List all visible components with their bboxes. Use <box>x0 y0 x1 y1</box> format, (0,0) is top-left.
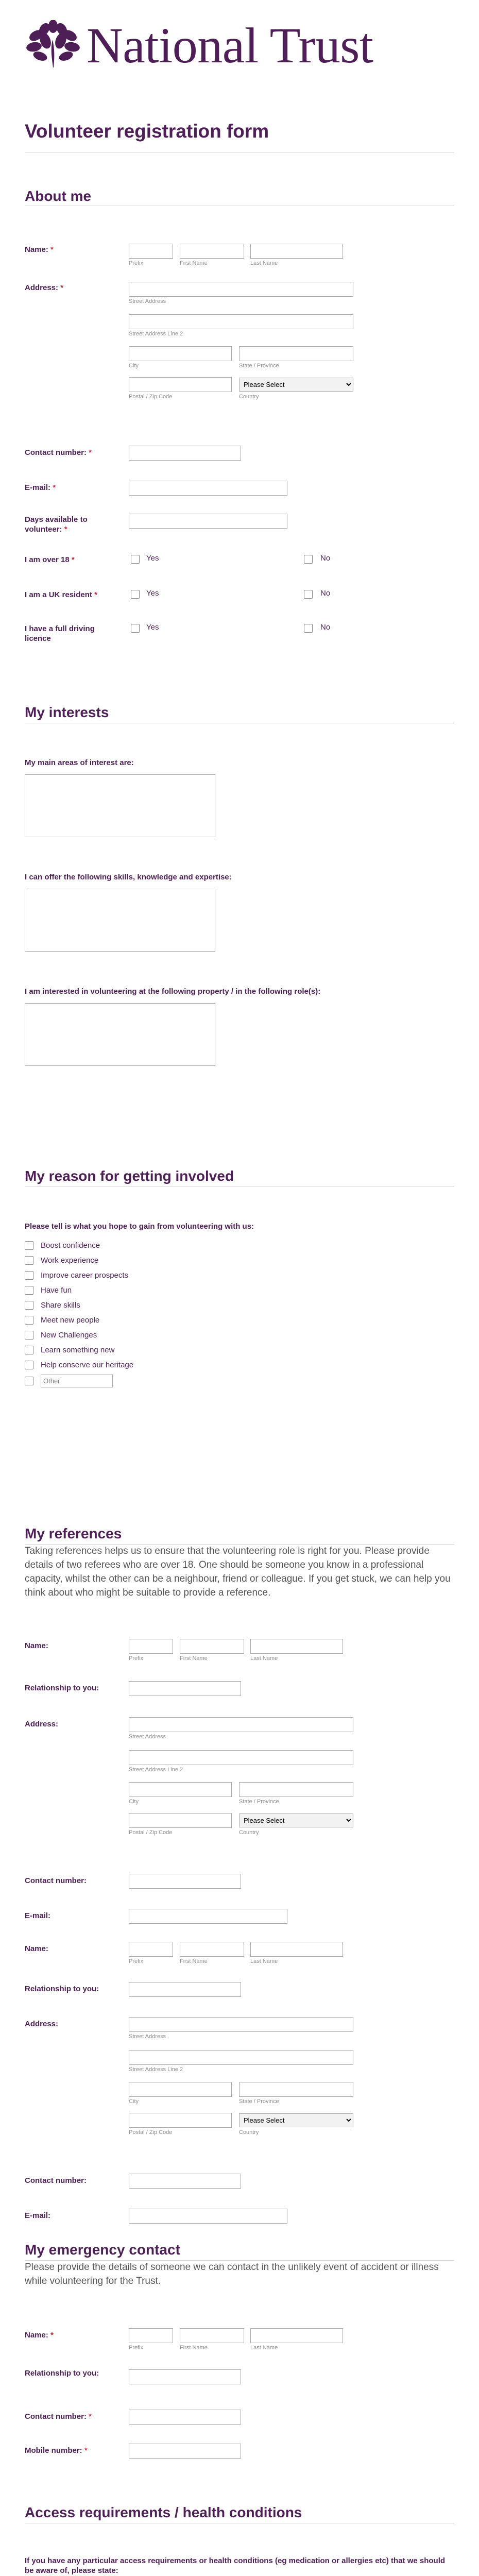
ref2-email-label: E-mail: <box>25 2211 51 2220</box>
reason-option-other[interactable] <box>25 1372 133 1389</box>
emergency-relationship-input[interactable] <box>129 2369 241 2384</box>
city-input[interactable] <box>129 346 232 361</box>
street2-sublabel: Street Address Line 2 <box>129 2066 183 2073</box>
property-textarea[interactable] <box>25 1003 215 1066</box>
checkbox[interactable] <box>25 1331 33 1340</box>
uk-resident-yes-checkbox[interactable] <box>131 590 140 599</box>
postal-sublabel: Postal / Zip Code <box>129 2129 173 2136</box>
prefix-sublabel: Prefix <box>129 1655 144 1662</box>
emergency-relationship-label: Relationship to you: <box>25 2369 99 2378</box>
section-reasons <box>25 1168 454 1526</box>
ref2-last-name-input[interactable] <box>250 1942 343 1957</box>
ref2-relationship-input[interactable] <box>129 1982 241 1997</box>
emergency-prefix-input[interactable] <box>129 2328 173 2343</box>
street2-sublabel: Street Address Line 2 <box>129 1767 183 1773</box>
ref1-relationship-label: Relationship to you: <box>25 1684 99 1692</box>
last-name-sublabel: Last Name <box>250 260 278 266</box>
ref1-last-name-input[interactable] <box>250 1639 343 1654</box>
uk-resident-no-label: No <box>320 589 331 598</box>
state-sublabel: State / Province <box>239 363 279 369</box>
street-sublabel: Street Address <box>129 1734 166 1740</box>
email-input[interactable] <box>129 481 287 496</box>
last-name-sublabel: Last Name <box>250 2345 278 2351</box>
ref1-street2-input[interactable] <box>129 1750 353 1765</box>
uk-resident-yes-label: Yes <box>146 589 159 598</box>
checkbox[interactable] <box>25 1256 33 1265</box>
prefix-sublabel: Prefix <box>129 260 144 266</box>
first-name-input[interactable] <box>180 244 244 259</box>
ref2-relationship-label: Relationship to you: <box>25 1985 99 1993</box>
emergency-name-label: Name: * <box>25 2331 54 2340</box>
section-description: Please provide the details of someone we can contact in the unlikely event of accident or illness while volunteering for the Trust. <box>25 2262 439 2286</box>
street-sublabel: Street Address <box>129 2033 166 2040</box>
ref1-email-input[interactable] <box>129 1909 287 1924</box>
country-sublabel: Country <box>239 1829 259 1836</box>
state-sublabel: State / Province <box>239 1799 279 1805</box>
last-name-input[interactable] <box>250 244 343 259</box>
ref1-relationship-input[interactable] <box>129 1681 241 1696</box>
section-heading: My references <box>25 1526 122 1541</box>
licence-no-checkbox[interactable] <box>304 624 313 633</box>
contact-number-input[interactable] <box>129 446 241 461</box>
days-available-input[interactable] <box>129 514 287 529</box>
brand-name: National Trust <box>87 18 373 74</box>
ref2-state-input[interactable] <box>239 2082 353 2097</box>
ref1-postal-input[interactable] <box>129 1813 232 1828</box>
ref1-name-label: Name: <box>25 1641 48 1650</box>
ref1-country-select[interactable] <box>239 1814 353 1827</box>
days-available-label: Days available to volunteer: * <box>25 515 88 534</box>
property-question-label: I am interested in volunteering at the following property / in the following role(s): <box>25 987 321 996</box>
section-heading: About me <box>25 188 92 204</box>
last-name-sublabel: Last Name <box>250 1655 278 1662</box>
checkbox[interactable] <box>25 1271 33 1280</box>
last-name-sublabel: Last Name <box>250 1958 278 1964</box>
ref1-state-input[interactable] <box>239 1782 353 1797</box>
reason-option[interactable]: Meet new people <box>25 1313 133 1328</box>
ref2-first-name-input[interactable] <box>180 1942 244 1957</box>
emergency-last-name-input[interactable] <box>250 2328 343 2343</box>
section-interests <box>25 693 454 1168</box>
ref1-street-input[interactable] <box>129 1717 353 1732</box>
checkbox[interactable] <box>25 1241 33 1250</box>
emergency-first-name-input[interactable] <box>180 2328 244 2343</box>
reason-option[interactable]: Help conserve our heritage <box>25 1358 133 1372</box>
country-sublabel: Country <box>239 394 259 400</box>
postal-sublabel: Postal / Zip Code <box>129 1829 173 1836</box>
ref2-email-input[interactable] <box>129 2209 287 2224</box>
reason-option[interactable]: Work experience <box>25 1253 133 1268</box>
reason-option[interactable]: Have fun <box>25 1283 133 1298</box>
checkbox[interactable] <box>25 1286 33 1295</box>
ref1-contact-label: Contact number: <box>25 1876 87 1885</box>
postal-code-input[interactable] <box>129 377 232 392</box>
header <box>25 0 454 89</box>
checkbox[interactable] <box>25 1377 33 1385</box>
ref2-contact-input[interactable] <box>129 2174 241 2189</box>
interests-question-label: My main areas of interest are: <box>25 758 134 767</box>
ref2-country-select[interactable] <box>239 2113 353 2127</box>
street-address-2-sublabel: Street Address Line 2 <box>129 331 183 337</box>
section-about-me <box>25 153 454 693</box>
reasons-options <box>25 1238 133 1389</box>
prefix-sublabel: Prefix <box>129 1958 144 1964</box>
emergency-contact-label: Contact number: * <box>25 2412 92 2421</box>
over-18-no-checkbox[interactable] <box>304 555 313 564</box>
skills-textarea[interactable] <box>25 889 215 952</box>
ref1-city-input[interactable] <box>129 1782 232 1797</box>
emergency-mobile-input[interactable] <box>129 2444 241 2459</box>
over-18-yes-label: Yes <box>146 554 159 563</box>
country-sublabel: Country <box>239 2129 259 2136</box>
street-address-sublabel: Street Address <box>129 298 166 304</box>
name-label: Name: * <box>25 245 54 254</box>
ref2-prefix-input[interactable] <box>129 1942 173 1957</box>
oak-leaf-icon <box>25 20 81 72</box>
section-emergency <box>25 2242 454 2576</box>
ref2-name-label: Name: <box>25 1944 48 1953</box>
over-18-no-label: No <box>320 554 331 563</box>
national-trust-logo[interactable] <box>25 20 373 72</box>
section-heading: My interests <box>25 704 109 720</box>
checkbox[interactable] <box>25 1361 33 1369</box>
licence-yes-label: Yes <box>146 623 159 632</box>
reasons-question-label: Please tell is what you hope to gain from volunteering with us: <box>25 1222 254 1231</box>
ref1-prefix-input[interactable] <box>129 1639 173 1654</box>
access-question-label: If you have any particular access requirements or health conditions (eg medication or allergies etc) that we should be aware of, please state: <box>25 2556 446 2575</box>
city-sublabel: City <box>129 1799 139 1805</box>
country-select[interactable] <box>239 378 353 392</box>
over-18-yes-checkbox[interactable] <box>131 555 140 564</box>
ref2-postal-input[interactable] <box>129 2113 232 2128</box>
reason-option[interactable]: Boost confidence <box>25 1238 133 1253</box>
reason-option[interactable]: Improve career prospects <box>25 1268 133 1283</box>
licence-yes-checkbox[interactable] <box>131 624 140 633</box>
checkbox[interactable] <box>25 1346 33 1354</box>
ref2-street2-input[interactable] <box>129 2050 353 2065</box>
street-address-input[interactable] <box>129 282 353 297</box>
first-name-sublabel: First Name <box>180 2345 208 2351</box>
section-heading: My reason for getting involved <box>25 1168 234 1184</box>
licence-no-label: No <box>320 623 331 632</box>
first-name-sublabel: First Name <box>180 1655 208 1662</box>
emergency-mobile-label: Mobile number: * <box>25 2446 88 2455</box>
driving-licence-label: I have a full driving licence <box>25 624 95 643</box>
reason-option[interactable]: New Challenges <box>25 1328 133 1343</box>
prefix-input[interactable] <box>129 244 173 259</box>
first-name-sublabel: First Name <box>180 1958 208 1964</box>
skills-question-label: I can offer the following skills, knowledge and expertise: <box>25 873 232 882</box>
state-sublabel: State / Province <box>239 2098 279 2105</box>
checkbox[interactable] <box>25 1316 33 1325</box>
over-18-label: I am over 18 * <box>25 555 75 564</box>
checkbox[interactable] <box>25 1301 33 1310</box>
other-reason-input[interactable] <box>41 1375 113 1387</box>
address-label: Address: * <box>25 283 64 292</box>
section-references <box>25 1526 454 2340</box>
contact-number-label: Contact number: * <box>25 448 92 457</box>
uk-resident-no-checkbox[interactable] <box>304 590 313 599</box>
postal-code-sublabel: Postal / Zip Code <box>129 394 173 400</box>
section-heading: My emergency contact <box>25 2242 180 2258</box>
ref2-address-label: Address: <box>25 2020 59 2028</box>
emergency-contact-input[interactable] <box>129 2410 241 2425</box>
ref1-address-label: Address: <box>25 1720 59 1728</box>
email-label: E-mail: * <box>25 483 56 492</box>
ref2-city-input[interactable] <box>129 2082 232 2097</box>
reason-option[interactable]: Share skills <box>25 1298 133 1313</box>
city-sublabel: City <box>129 2098 139 2105</box>
first-name-sublabel: First Name <box>180 260 208 266</box>
city-sublabel: City <box>129 363 139 369</box>
ref1-contact-input[interactable] <box>129 1874 241 1889</box>
street-address-2-input[interactable] <box>129 314 353 329</box>
ref2-contact-label: Contact number: <box>25 2176 87 2185</box>
interests-textarea[interactable] <box>25 774 215 837</box>
uk-resident-label: I am a UK resident * <box>25 590 97 599</box>
ref1-email-label: E-mail: <box>25 1911 51 1920</box>
form-title: Volunteer registration form <box>25 121 269 142</box>
ref1-first-name-input[interactable] <box>180 1639 244 1654</box>
section-description: Taking references helps us to ensure that the volunteering role is right for you. Please provide details of two referees who are over 18. One should be someone you know in a professional capacity, whilst the other can be a neighbour, friend or colleague. If you get stuck, we can help you think about who might be suitable to provide a reference. <box>25 1546 451 1598</box>
ref2-street-input[interactable] <box>129 2017 353 2032</box>
access-heading: Access requirements / health conditions <box>25 2504 302 2520</box>
prefix-sublabel: Prefix <box>129 2345 144 2351</box>
state-input[interactable] <box>239 346 353 361</box>
reason-option[interactable]: Learn something new <box>25 1343 133 1358</box>
